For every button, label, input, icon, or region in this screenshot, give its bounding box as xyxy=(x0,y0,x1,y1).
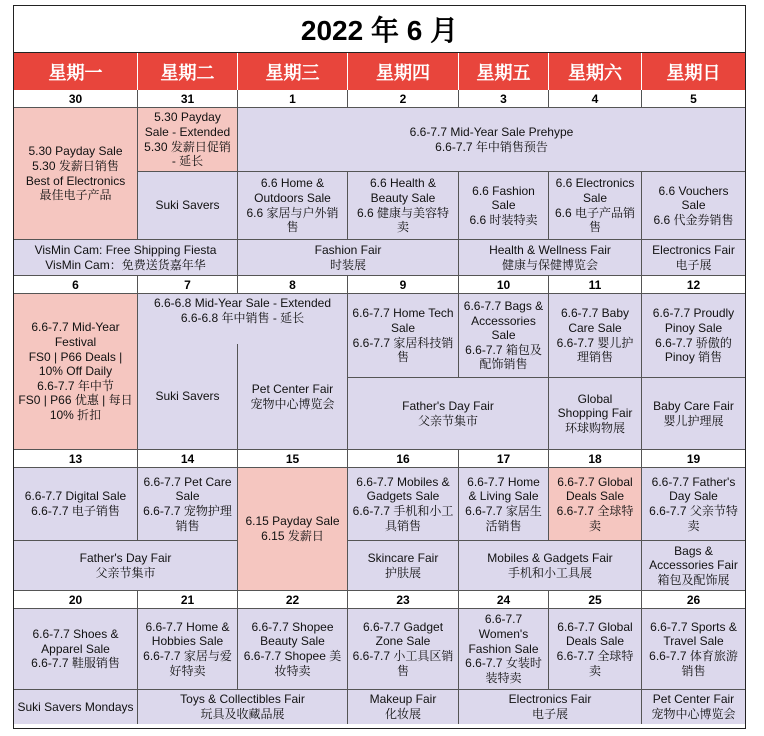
fair-global-shopping: Global Shopping Fair 环球购物展 xyxy=(549,378,642,450)
day-number: 5 xyxy=(642,90,745,108)
event-payday-sale: 5.30 Payday Sale 5.30 发薪日销售 Best of Electronics 最佳电子产品 xyxy=(14,108,138,240)
event-home-tech-sale: 6.6-7.7 Home Tech Sale 6.6-7.7 家居科技销售 xyxy=(348,294,459,378)
day-number: 30 xyxy=(14,90,138,108)
event-shoes-apparel-sale: 6.6-7.7 Shoes & Apparel Sale 6.6-7.7 鞋服销售 xyxy=(14,609,138,690)
event-fashion-sale: 6.6 Fashion Sale 6.6 时装特卖 xyxy=(459,172,549,240)
day-number: 23 xyxy=(348,591,459,609)
event-home-hobbies-sale: 6.6-7.7 Home & Hobbies Sale 6.6-7.7 家居与爱好特卖 xyxy=(138,609,238,690)
fair-bags-accessories: Bags & Accessories Fair 箱包及配饰展 xyxy=(642,541,745,591)
weekday-tuesday: 星期二 xyxy=(138,53,238,90)
day-number: 9 xyxy=(348,276,459,294)
event-pet-care-sale: 6.6-7.7 Pet Care Sale 6.6-7.7 宠物护理销售 xyxy=(138,468,238,541)
fair-health-wellness: Health & Wellness Fair 健康与保健博览会 xyxy=(459,240,642,276)
day-number: 2 xyxy=(348,90,459,108)
event-fathers-day-sale: 6.6-7.7 Father's Day Sale 6.6-7.7 父亲节特卖 xyxy=(642,468,745,541)
fair-electronics: Electronics Fair 电子展 xyxy=(459,690,642,724)
event-suki-savers: Suki Savers xyxy=(138,172,238,240)
day-number: 7 xyxy=(138,276,238,294)
event-mid-year-festival: 6.6-7.7 Mid-Year Festival FS0 | P66 Deals | 10% Off Daily 6.6-7.7 年中节 FS0 | P66 优惠 | 每日 10% 折扣 xyxy=(14,294,138,450)
day-number: 4 xyxy=(549,90,642,108)
day-number: 20 xyxy=(14,591,138,609)
event-global-deals-sale: 6.6-7.7 Global Deals Sale 6.6-7.7 全球特卖 xyxy=(549,609,642,690)
day-number: 11 xyxy=(549,276,642,294)
day-number: 10 xyxy=(459,276,549,294)
fair-visimin-free-shipping: VisMin Cam: Free Shipping Fiesta VisMin Cam：免费送货嘉年华 xyxy=(14,240,238,276)
event-home-outdoors-sale: 6.6 Home & Outdoors Sale 6.6 家居与户外销售 xyxy=(238,172,348,240)
fair-makeup: Makeup Fair 化妆展 xyxy=(348,690,459,724)
day-number: 25 xyxy=(549,591,642,609)
event-gadget-zone-sale: 6.6-7.7 Gadget Zone Sale 6.6-7.7 小工具区销售 xyxy=(348,609,459,690)
fair-electronics: Electronics Fair 电子展 xyxy=(642,240,745,276)
event-payday-extended: 5.30 Payday Sale - Extended 5.30 发薪日促销 - 延长 xyxy=(138,108,238,172)
event-mobiles-gadgets-sale: 6.6-7.7 Mobiles & Gadgets Sale 6.6-7.7 手机和小工具销售 xyxy=(348,468,459,541)
fair-toys-collectibles: Toys & Collectibles Fair 玩具及收藏品展 xyxy=(138,690,348,724)
weekday-monday: 星期一 xyxy=(14,53,138,90)
fair-fashion: Fashion Fair 时装展 xyxy=(238,240,459,276)
event-suki-savers: Suki Savers xyxy=(138,344,238,450)
day-number: 26 xyxy=(642,591,745,609)
event-digital-sale: 6.6-7.7 Digital Sale 6.6-7.7 电子销售 xyxy=(14,468,138,541)
event-global-deals-sale: 6.6-7.7 Global Deals Sale 6.6-7.7 全球特卖 xyxy=(549,468,642,541)
event-electronics-sale: 6.6 Electronics Sale 6.6 电子产品销售 xyxy=(549,172,642,240)
day-number: 19 xyxy=(642,450,745,468)
fair-skincare: Skincare Fair 护肤展 xyxy=(348,541,459,591)
calendar xyxy=(13,5,746,729)
weekday-saturday: 星期六 xyxy=(549,53,642,90)
day-number: 31 xyxy=(138,90,238,108)
fair-fathers-day: Father's Day Fair 父亲节集市 xyxy=(348,378,549,450)
event-baby-care-sale: 6.6-7.7 Baby Care Sale 6.6-7.7 婴儿护理销售 xyxy=(549,294,642,378)
day-number: 17 xyxy=(459,450,549,468)
day-number: 13 xyxy=(14,450,138,468)
day-number: 24 xyxy=(459,591,549,609)
day-number: 3 xyxy=(459,90,549,108)
weekday-friday: 星期五 xyxy=(459,53,549,90)
fair-pet-center: Pet Center Fair 宠物中心博览会 xyxy=(642,690,745,724)
day-number: 6 xyxy=(14,276,138,294)
day-number: 1 xyxy=(238,90,348,108)
day-number: 16 xyxy=(348,450,459,468)
event-vouchers-sale: 6.6 Vouchers Sale 6.6 代金券销售 xyxy=(642,172,745,240)
fair-baby-care: Baby Care Fair 婴儿护理展 xyxy=(642,378,745,450)
day-number: 8 xyxy=(238,276,348,294)
weekday-wednesday: 星期三 xyxy=(238,53,348,90)
day-number: 18 xyxy=(549,450,642,468)
event-mid-year-sale-extended: 6.6-6.8 Mid-Year Sale - Extended 6.6-6.8 年中销售 - 延长 xyxy=(138,294,348,378)
day-number: 15 xyxy=(238,450,348,468)
event-bags-accessories-sale: 6.6-7.7 Bags & Accessories Sale 6.6-7.7 箱包及配饰销售 xyxy=(459,294,549,378)
fair-suki-savers-mondays: Suki Savers Mondays xyxy=(14,690,138,724)
day-number: 12 xyxy=(642,276,745,294)
event-home-living-sale: 6.6-7.7 Home & Living Sale 6.6-7.7 家居生活销售 xyxy=(459,468,549,541)
day-number: 21 xyxy=(138,591,238,609)
event-shopee-beauty-sale: 6.6-7.7 Shopee Beauty Sale 6.6-7.7 Shopee 美妆特卖 xyxy=(238,609,348,690)
day-number: 22 xyxy=(238,591,348,609)
event-womens-fashion-sale: 6.6-7.7 Women's Fashion Sale 6.6-7.7 女装时装特卖 xyxy=(459,609,549,690)
fair-pet-center: Pet Center Fair 宠物中心博览会 xyxy=(238,344,348,450)
event-payday-sale-615: 6.15 Payday Sale 6.15 发薪日 xyxy=(238,468,348,591)
weekday-sunday: 星期日 xyxy=(642,53,745,90)
calendar-title: 2022 年 6 月 xyxy=(14,6,745,53)
event-sports-travel-sale: 6.6-7.7 Sports & Travel Sale 6.6-7.7 体育旅游销售 xyxy=(642,609,745,690)
event-proudly-pinoy-sale: 6.6-7.7 Proudly Pinoy Sale 6.6-7.7 骄傲的 Pinoy 销售 xyxy=(642,294,745,378)
day-number: 14 xyxy=(138,450,238,468)
fair-fathers-day: Father's Day Fair 父亲节集市 xyxy=(14,541,238,591)
event-mid-year-prehype: 6.6-7.7 Mid-Year Sale Prehype 6.6-7.7 年中销售预告 xyxy=(238,108,745,172)
event-health-beauty-sale: 6.6 Health & Beauty Sale 6.6 健康与美容特卖 xyxy=(348,172,459,240)
fair-mobiles-gadgets: Mobiles & Gadgets Fair 手机和小工具展 xyxy=(459,541,642,591)
weekday-thursday: 星期四 xyxy=(348,53,459,90)
